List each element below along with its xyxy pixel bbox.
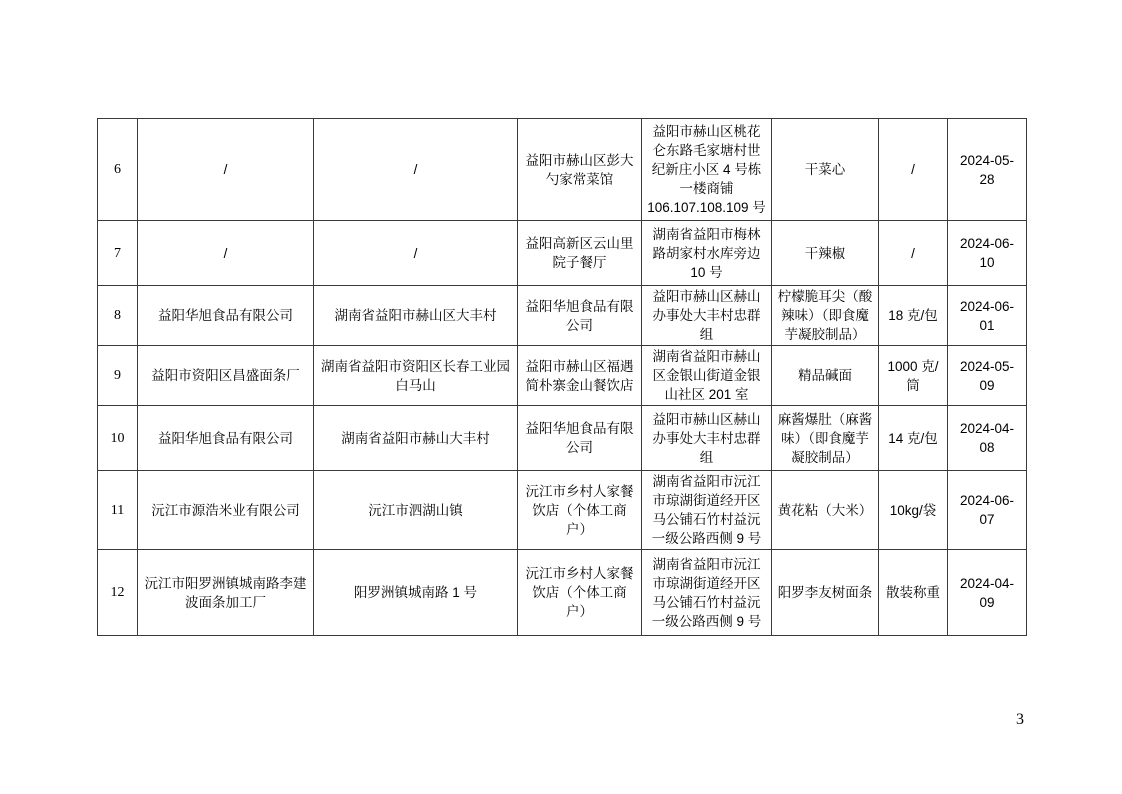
cell-producer-address: 湖南省益阳市赫山区大丰村: [314, 286, 518, 346]
cell-sampled-unit-address: 湖南省益阳市沅江市琼湖街道经开区马公铺石竹村益沅一级公路西侧 9 号: [642, 471, 772, 550]
cell-sampled-unit: 益阳高新区云山里院子餐厅: [518, 221, 642, 286]
cell-seq: 10: [98, 406, 138, 471]
cell-food-name: 干菜心: [772, 119, 879, 221]
cell-spec: 14 克/包: [879, 406, 948, 471]
cell-producer-name: 沅江市阳罗洲镇城南路李建波面条加工厂: [138, 550, 314, 636]
table-row: [98, 119, 1027, 221]
cell-sampled-unit: 益阳市赫山区彭大勺家常菜馆: [518, 119, 642, 221]
cell-seq: 6: [98, 119, 138, 221]
cell-sampled-unit: 益阳华旭食品有限公司: [518, 406, 642, 471]
cell-sampled-unit-address: 湖南省益阳市沅江市琼湖街道经开区马公铺石竹村益沅一级公路西侧 9 号: [642, 550, 772, 636]
cell-producer-address: 沅江市泗湖山镇: [314, 471, 518, 550]
cell-producer-address: 阳罗洲镇城南路 1 号: [314, 550, 518, 636]
table-row: [98, 346, 1027, 406]
table-row: [98, 286, 1027, 346]
cell-sampled-unit-address: 湖南省益阳市梅林路胡家村水库旁边 10 号: [642, 221, 772, 286]
cell-food-name: 干辣椒: [772, 221, 879, 286]
cell-sampled-unit: 沅江市乡村人家餐饮店（个体工商户）: [518, 471, 642, 550]
cell-food-name: 柠檬脆耳尖（酸辣味）（即食魔芋凝胶制品）: [772, 286, 879, 346]
cell-sampled-unit: 益阳华旭食品有限公司: [518, 286, 642, 346]
cell-seq: 9: [98, 346, 138, 406]
cell-sampled-unit-address: 益阳市赫山区赫山办事处大丰村忠群组: [642, 406, 772, 471]
cell-sampled-unit: 沅江市乡村人家餐饮店（个体工商户）: [518, 550, 642, 636]
cell-producer-name: 益阳华旭食品有限公司: [138, 406, 314, 471]
cell-producer-name: 益阳市资阳区昌盛面条厂: [138, 346, 314, 406]
cell-producer-address: 湖南省益阳市赫山大丰村: [314, 406, 518, 471]
cell-date: 2024-05-09: [948, 346, 1027, 406]
cell-producer-name: 益阳华旭食品有限公司: [138, 286, 314, 346]
cell-spec: 18 克/包: [879, 286, 948, 346]
cell-sampled-unit-address: 益阳市赫山区赫山办事处大丰村忠群组: [642, 286, 772, 346]
cell-food-name: 精品碱面: [772, 346, 879, 406]
cell-date: 2024-04-08: [948, 406, 1027, 471]
cell-sampled-unit-address: 益阳市赫山区桃花仑东路毛家塘村世纪新庄小区 4 号栋一楼商铺 106.107.108.109 号: [642, 119, 772, 221]
cell-seq: 12: [98, 550, 138, 636]
cell-producer-name: /: [138, 221, 314, 286]
cell-date: 2024-04-09: [948, 550, 1027, 636]
table-row: [98, 471, 1027, 550]
cell-spec: 1000 克/筒: [879, 346, 948, 406]
cell-producer-address: 湖南省益阳市资阳区长春工业园白马山: [314, 346, 518, 406]
cell-seq: 7: [98, 221, 138, 286]
cell-spec: /: [879, 119, 948, 221]
food-sampling-table: [97, 118, 1027, 636]
cell-producer-address: /: [314, 221, 518, 286]
cell-seq: 8: [98, 286, 138, 346]
table-row: [98, 550, 1027, 636]
cell-spec: /: [879, 221, 948, 286]
cell-date: 2024-06-01: [948, 286, 1027, 346]
table-row: [98, 221, 1027, 286]
cell-spec: 10kg/袋: [879, 471, 948, 550]
cell-sampled-unit: 益阳市赫山区福遇简朴寨金山餐饮店: [518, 346, 642, 406]
cell-date: 2024-06-10: [948, 221, 1027, 286]
cell-producer-name: /: [138, 119, 314, 221]
cell-date: 2024-06-07: [948, 471, 1027, 550]
cell-date: 2024-05-28: [948, 119, 1027, 221]
cell-producer-name: 沅江市源浩米业有限公司: [138, 471, 314, 550]
cell-spec: 散装称重: [879, 550, 948, 636]
cell-producer-address: /: [314, 119, 518, 221]
table-row: [98, 406, 1027, 471]
cell-food-name: 阳罗李友树面条: [772, 550, 879, 636]
cell-sampled-unit-address: 湖南省益阳市赫山区金银山街道金银山社区 201 室: [642, 346, 772, 406]
cell-food-name: 黄花粘（大米）: [772, 471, 879, 550]
page-number: 3: [1016, 711, 1024, 728]
cell-seq: 11: [98, 471, 138, 550]
cell-food-name: 麻酱爆肚（麻酱味）（即食魔芋凝胶制品）: [772, 406, 879, 471]
